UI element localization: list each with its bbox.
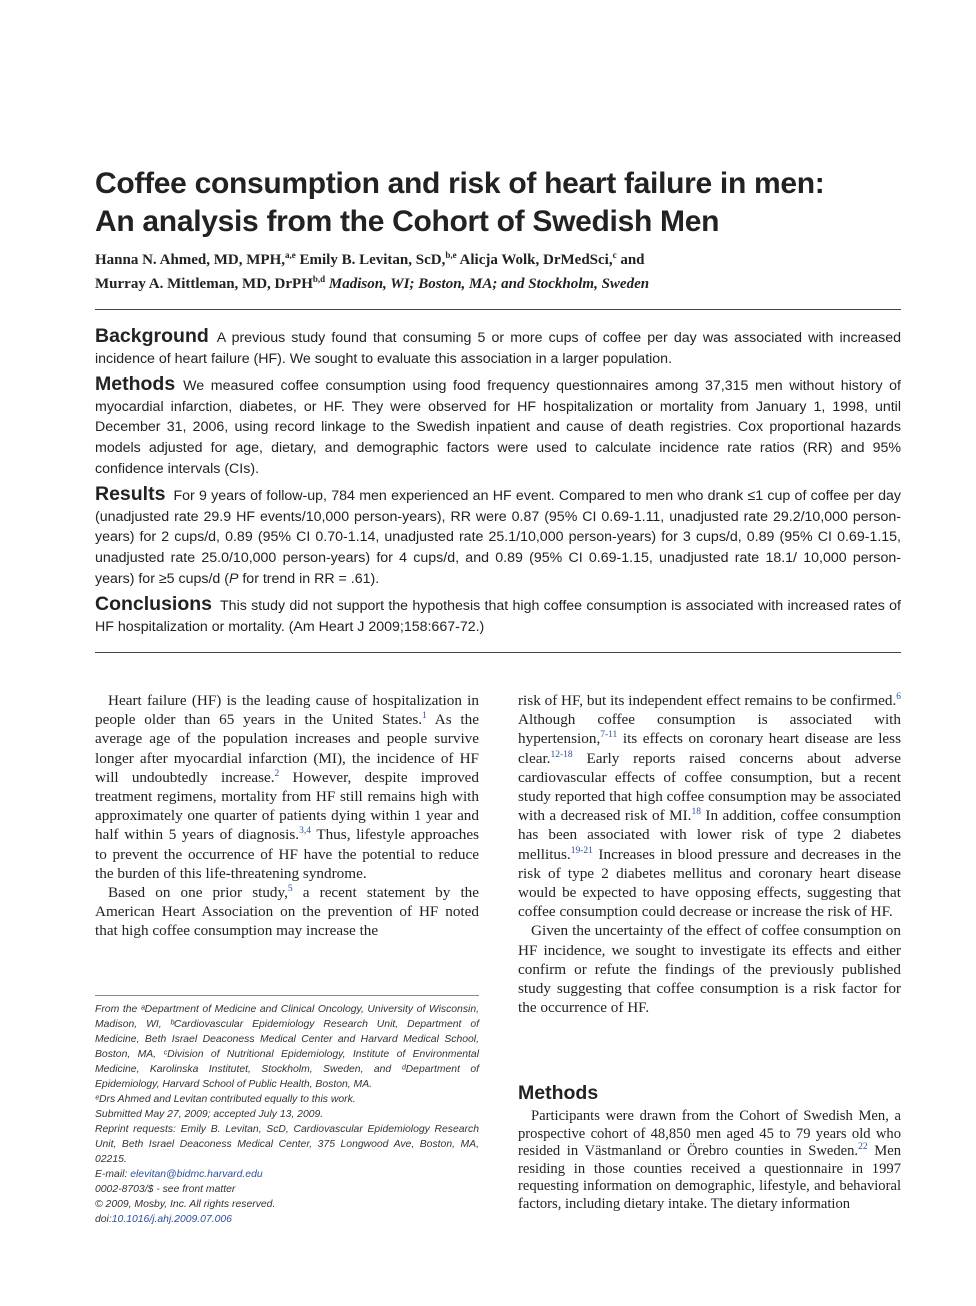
- abstract-results-p: P: [228, 570, 239, 587]
- text-run: As the average age of the population increases and people survive longer after myocardial infarction (MI), the incidence of HF will undoubtedly increase.: [95, 711, 479, 786]
- text-run: However, despite improved treatment regimens, mortality from HF still remains high with approximately one quarter of patients dying within 1 year and half within 5 years of diagnosis.: [95, 768, 479, 844]
- author-location: Madison, WI; Boston, MA; and Stockholm, Sweden: [328, 276, 650, 292]
- author-2: Emily B. Levitan, ScD,: [299, 252, 446, 268]
- intro-paragraph-2-continued: [518, 691, 901, 921]
- citation-18[interactable]: 18: [691, 807, 701, 818]
- abstract-background: [95, 326, 901, 369]
- footnotes: [95, 1002, 479, 1227]
- author-3-affil: c: [612, 250, 617, 260]
- citation-1[interactable]: 1: [422, 711, 427, 722]
- citation-6[interactable]: 6: [896, 691, 901, 702]
- text-run: Based on one prior study,: [108, 884, 288, 902]
- footnote-equal-contribution: ᵉDrs Ahmed and Levitan contributed equally to this work.: [95, 1094, 356, 1105]
- citation-2[interactable]: 2: [274, 768, 280, 779]
- title-line-1: Coffee consumption and risk of heart failure in men:: [95, 167, 825, 200]
- text-run: Men residing in those counties received a questionnaire in 1997 requesting information on demographic, lifestyle, and behavioral factors, including dietary intake. The dietary information: [518, 1143, 901, 1212]
- methods-section-heading: Methods: [518, 1082, 599, 1104]
- text-run: Early reports raised concerns about adverse cardiovascular effects of coffee consumption, but a recent study reported that high coffee consumption may be associated with a decreased risk of MI.: [518, 749, 901, 825]
- citation-12-18[interactable]: 12-18: [550, 749, 573, 760]
- author-1-affil: a,e: [285, 250, 296, 260]
- footnote-reprint: Reprint requests: Emily B. Levitan, ScD, Cardiovascular Epidemiology Research Unit, Beth Israel Deaconess Medical Center, 375 Longwood Ave, Boston, MA, 02215.: [95, 1124, 479, 1165]
- text-run: Participants were drawn from the Cohort of Swedish Men, a prospective cohort of 48,850 men aged 45 to 79 years old who resided in Västmanland or Örebro counties in Sweden.: [518, 1108, 901, 1160]
- footnote-email: [95, 1167, 479, 1182]
- doi-label: doi:: [95, 1214, 112, 1225]
- footnote-copyright: © 2009, Mosby, Inc. All rights reserved.: [95, 1199, 276, 1210]
- citation-3-4[interactable]: 3,4: [299, 826, 311, 837]
- abstract-bottom-rule: [95, 652, 901, 653]
- author-and: and: [620, 252, 645, 268]
- abstract-background-text: A previous study found that consuming 5 or more cups of coffee per day was associated with increased incidence of heart failure (HF). We sought to evaluate this association in a larger population.: [95, 330, 901, 367]
- body-left-column: [95, 691, 479, 941]
- author-1: Hanna N. Ahmed, MD, MPH,: [95, 252, 286, 268]
- author-4: Murray A. Mittleman, MD, DrPH: [95, 276, 313, 292]
- abstract-top-rule: [95, 309, 901, 310]
- email-link[interactable]: elevitan@bidmc.harvard.edu: [130, 1169, 263, 1180]
- abstract-results-heading: Results: [95, 483, 166, 506]
- author-4-affil: b,d: [312, 274, 326, 284]
- author-list: [95, 246, 895, 294]
- footnote-doi: [95, 1212, 479, 1227]
- text-run: a recent statement by the American Heart Association on the prevention of HF noted that high coffee consumption may increase the: [95, 884, 479, 940]
- footnote-issn: 0002-8703/$ - see front matter: [95, 1184, 236, 1195]
- article-title: [95, 165, 895, 241]
- doi-link[interactable]: 10.1016/j.ahj.2009.07.006: [111, 1214, 232, 1225]
- abstract-conclusions-heading: Conclusions: [95, 593, 213, 616]
- text-run: Thus, lifestyle approaches to prevent the occurrence of HF have the potential to reduce the burden of this life-threatening syndrome.: [95, 826, 479, 882]
- citation-7-11[interactable]: 7-11: [600, 730, 618, 741]
- footnote-submitted: Submitted May 27, 2009; accepted July 13, 2009.: [95, 1109, 324, 1120]
- email-label: E-mail:: [95, 1169, 131, 1180]
- abstract-results-text-end: for trend in RR = .61).: [238, 570, 380, 587]
- citation-19-21[interactable]: 19-21: [570, 845, 593, 856]
- abstract-conclusions: [95, 594, 901, 637]
- citation-22[interactable]: 22: [858, 1142, 868, 1153]
- abstract-results: [95, 484, 901, 589]
- methods-paragraph-1: [518, 1108, 901, 1214]
- abstract-conclusions-text: This study did not support the hypothesis that high coffee consumption is associated with increased rates of HF hospitalization or mortality. (Am Heart J 2009;158:667-72.): [95, 598, 901, 635]
- text-run: In addition, coffee consumption has been associated with lower risk of type 2 diabetes mellitus.: [518, 807, 901, 863]
- text-run: its effects on coronary heart disease are less clear.: [518, 730, 901, 767]
- citation-5[interactable]: 5: [287, 883, 293, 894]
- abstract-methods: [95, 374, 901, 479]
- author-2-affil: b,e: [445, 250, 457, 260]
- text-run: Heart failure (HF) is the leading cause of hospitalization in people older than 65 years in the United States.: [95, 692, 479, 729]
- footnote-affiliations: From the ᵃDepartment of Medicine and Clinical Oncology, University of Wisconsin, Madison, WI, ᵇCardiovascular Epidemiology Research Unit, Department of Medicine, Beth Israel Deaconess Medical Center and Harvard Medical School, Boston, MA, ᶜDivision of Nutritional Epidemiology, Institute of Environmental Medicine, Karolinska Institutet, Stockholm, Sweden, and ᵈDepartment of Epidemiology, Harvard School of Public Health, Boston, MA.: [95, 1004, 479, 1090]
- abstract: [95, 326, 901, 642]
- abstract-results-text: For 9 years of follow-up, 784 men experienced an HF event. Compared to men who drank ≤1 cup of coffee per day (unadjusted rate 29.9 HF events/10,000 person-years), RR were 0.87 (95% CI 0.69-1.11, unadjusted rate 29.2/10,000 person-years) for 2 cups/d, 0.89 (95% CI 0.70-1.14, unadjusted rate 25.1/10,000 person-years) for 3 cups/d, 0.89 (95% CI 0.69-1.15, unadjusted rate 25.0/10,000 person-years) for 4 cups/d, and 0.89 (95% CI 0.69-1.15, unadjusted rate 18.1/ 10,000 person-years) for ≥5 cups/d (: [95, 488, 901, 587]
- text-run: Although coffee consumption is associated with hypertension,: [518, 711, 901, 748]
- intro-paragraph-3: Given the uncertainty of the effect of coffee consumption on HF incidence, we sought to investigate its effects and either confirm or refute the findings of the previously published study suggesting that coffee consumption is a risk factor for the occurrence of HF.: [518, 922, 901, 1017]
- intro-paragraph-2: [95, 883, 479, 941]
- author-3: Alicja Wolk, DrMedSci,: [459, 252, 613, 268]
- methods-section-body: [518, 1108, 901, 1214]
- title-line-2: An analysis from the Cohort of Swedish Men: [95, 205, 720, 238]
- abstract-methods-heading: Methods: [95, 373, 176, 396]
- body-right-column: [518, 691, 901, 1017]
- abstract-methods-text: We measured coffee consumption using food frequency questionnaires among 37,315 men without history of myocardial infarction, diabetes, or HF. They were observed for HF hospitalization or mortality from January 1, 1998, until December 31, 2006, using record linkage to the Swedish inpatient and cause of death registries. Cox proportional hazards models adjusted for age, dietary, and demographic factors were used to calculate incidence rate ratios (RR) and 95% confidence intervals (CIs).: [95, 378, 901, 477]
- text-run: risk of HF, but its independent effect remains to be confirmed.: [518, 692, 897, 709]
- text-run: Increases in blood pressure and decreases in the risk of type 2 diabetes mellitus and coronary heart disease would be expected to have opposing effects, suggesting that coffee consumption could decrease or increase the risk of HF.: [518, 845, 901, 921]
- intro-paragraph-1: [95, 691, 479, 883]
- footnote-rule: [95, 995, 479, 996]
- abstract-background-heading: Background: [95, 325, 209, 347]
